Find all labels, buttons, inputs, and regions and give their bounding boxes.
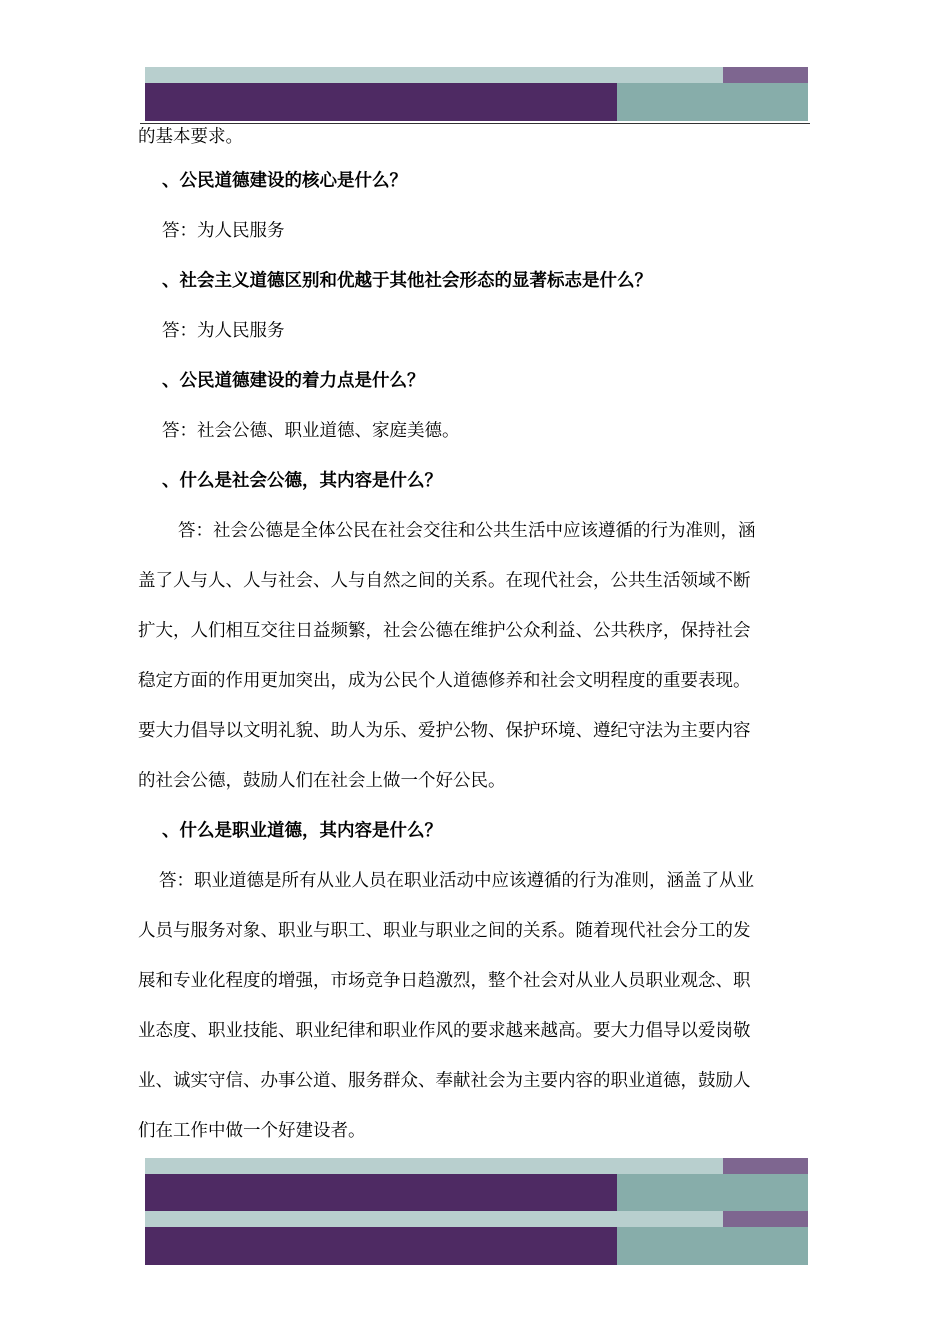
footer-band-1-accent-block: [723, 1158, 808, 1174]
footer-band-2-light-strip: [145, 1211, 723, 1227]
answer-social-line-3: 扩大，人们相互交往日益频繁，社会公德在维护公众利益、公共秩序，保持社会: [138, 621, 751, 641]
header-band: [145, 67, 808, 121]
answer-1: 答：为人民服务: [162, 221, 285, 241]
footer-band-2-dark-block: [145, 1227, 617, 1265]
answer-professional-line-2: 人员与服务对象、职业与职工、职业与职业之间的关系。随着现代社会分工的发: [138, 921, 751, 941]
answer-social-line-4: 稳定方面的作用更加突出，成为公民个人道德修养和社会文明程度的重要表现。: [138, 671, 751, 691]
header-band-teal-block: [617, 83, 808, 121]
footer-band-1-light-strip: [145, 1158, 723, 1174]
answer-social-line-6: 的社会公德，鼓励人们在社会上做一个好公民。: [138, 771, 506, 791]
answer-social-line-5: 要大力倡导以文明礼貌、助人为乐、爱护公物、保护环境、遵纪守法为主要内容: [138, 721, 751, 741]
answer-professional-line-1: 答：职业道德是所有从业人员在职业活动中应该遵循的行为准则，涵盖了从业: [159, 871, 754, 891]
continuation-text: 的基本要求。: [138, 127, 243, 147]
header-band-light-strip: [145, 67, 723, 83]
footer-band-2-teal-block: [617, 1227, 808, 1265]
answer-social-line-2: 盖了人与人、人与社会、人与自然之间的关系。在现代社会，公共生活领域不断: [138, 571, 751, 591]
answer-professional-line-4: 业态度、职业技能、职业纪律和职业作风的要求越来越高。要大力倡导以爱岗敬: [138, 1021, 751, 1041]
footer-band-2-accent-block: [723, 1211, 808, 1227]
footer-band-1-dark-block: [145, 1174, 617, 1212]
question-1: 、公民道德建设的核心是什么？: [162, 171, 407, 191]
question-social-morality: 、什么是社会公德，其内容是什么？: [162, 471, 442, 491]
answer-professional-line-3: 展和专业化程度的增强，市场竞争日趋激烈，整个社会对从业人员职业观念、职: [138, 971, 751, 991]
footer-band-2: [145, 1211, 808, 1265]
question-professional-ethics: 、什么是职业道德，其内容是什么？: [162, 821, 442, 841]
answer-professional-line-6: 们在工作中做一个好建设者。: [138, 1121, 366, 1141]
answer-professional-line-5: 业、诚实守信、办事公道、服务群众、奉献社会为主要内容的职业道德，鼓励人: [138, 1071, 751, 1091]
footer-band-1-teal-block: [617, 1174, 808, 1212]
answer-3: 答：社会公德、职业道德、家庭美德。: [162, 421, 460, 441]
answer-2: 答：为人民服务: [162, 321, 285, 341]
header-band-accent-block: [723, 67, 808, 83]
question-2: 、社会主义道德区别和优越于其他社会形态的显著标志是什么？: [162, 271, 652, 291]
header-band-dark-block: [145, 83, 617, 121]
answer-social-line-1: 答：社会公德是全体公民在社会交往和公共生活中应该遵循的行为准则，涵: [178, 521, 756, 541]
question-3: 、公民道德建设的着力点是什么？: [162, 371, 425, 391]
footer-band-1: [145, 1158, 808, 1212]
